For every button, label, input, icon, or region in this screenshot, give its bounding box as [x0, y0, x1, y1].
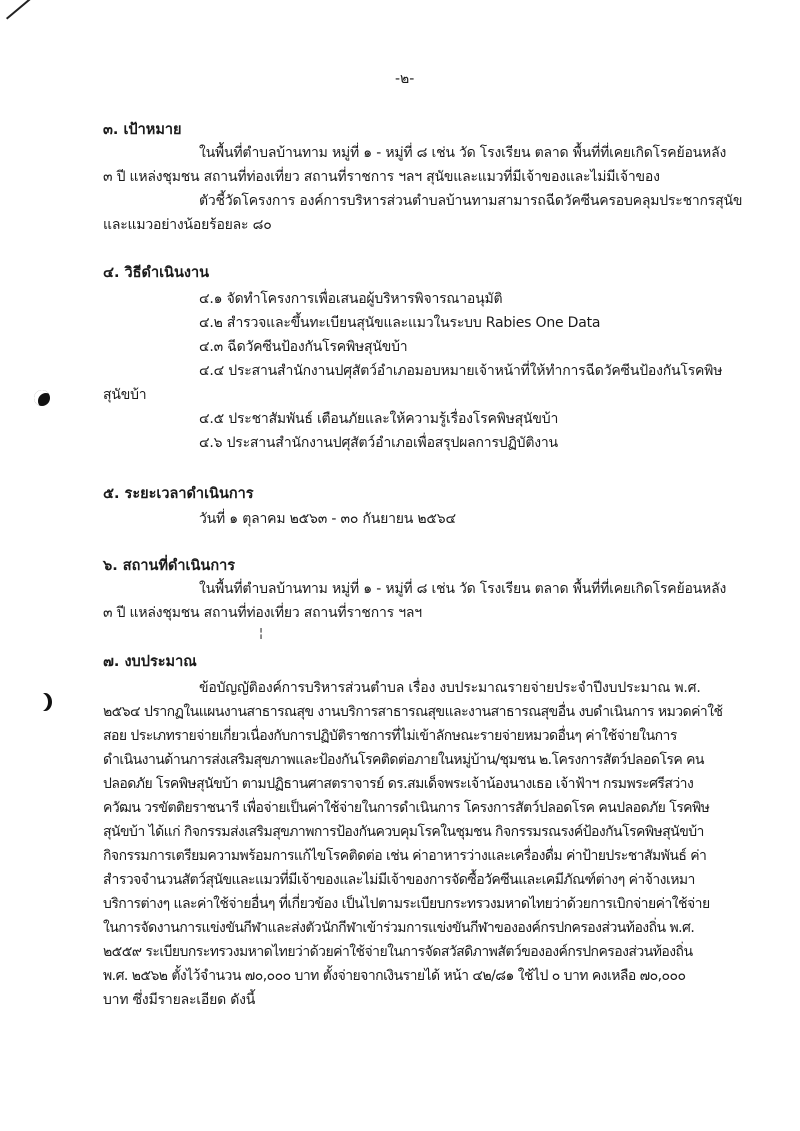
list-item: ๔.๖ ประสานสำนักงานปศุสัตว์อำเภอเพื่อสรุปผลการปฏิบัติงาน [199, 435, 558, 451]
section-heading-goal: ๓. เป้าหมาย [103, 122, 182, 138]
paragraph-line: สอย ประเภทรายจ่ายเกี่ยวเนื่องกับการปฏิบัติราชการที่ไม่เข้าลักษณะรายจ่ายหมวดอื่นๆ ค่าใช้จ่ายในการ [103, 728, 677, 744]
section-heading-location: ๖. สถานที่ดำเนินการ [103, 558, 236, 574]
paragraph-line: ปลอดภัย โรคพิษสุนัขบ้า ตามปฏิธานศาสตราจารย์ ดร.สมเด็จพระเจ้าน้องนางเธอ เจ้าฟ้าฯ กรมพระศรีสว่าง [103, 776, 694, 792]
paragraph-line: ในการจัดงานการแข่งขันกีฬาและส่งตัวนักกีฬาเข้าร่วมการแข่งขันกีฬาขององค์กรปกครองส่วนท้องถิ่น พ.ศ. [103, 920, 695, 936]
paragraph-line: ๓ ปี แหล่งชุมชน สถานที่ท่องเที่ยว สถานที่ราชการ ฯลฯ สุนัขและแมวที่มีเจ้าของและไม่มีเจ้าของ [103, 169, 660, 185]
paragraph-line: ในพื้นที่ตำบลบ้านทาม หมู่ที่ ๑ - หมู่ที่ ๘ เช่น วัด โรงเรียน ตลาด พื้นที่ที่เคยเกิดโรคย้อนหลัง [199, 145, 727, 161]
scan-artifact-line [6, 0, 99, 20]
paragraph-line: สุนัขบ้า ได้แก่ กิจกรรมส่งเสริมสุขภาพการป้องกันควบคุมโรคในชุมชน กิจกรรมรณรงค์ป้องกันโรคพิษสุนัขบ้า [103, 824, 704, 840]
paragraph-line: ๒๕๖๔ ปรากฏในแผนงานสาธารณสุข งานบริการสาธารณสุขและงานสาธารณสุขอื่น งบดำเนินการ หมวดค่าใช้ [103, 704, 723, 720]
paragraph-line: วันที่ ๑ ตุลาคม ๒๕๖๓ - ๓๐ กันยายน ๒๕๖๔ [199, 511, 456, 527]
paragraph-line: กิจกรรมการเตรียมความพร้อมการแก้ไขโรคติดต่อ เช่น ค่าอาหารว่างและเครื่องดื่ม ค่าป้ายประชาสัมพันธ์ ค่า [103, 848, 707, 864]
paragraph-line: ในพื้นที่ตำบลบ้านทาม หมู่ที่ ๑ - หมู่ที่ ๘ เช่น วัด โรงเรียน ตลาด พื้นที่ที่เคยเกิดโรคย้อนหลัง [199, 581, 727, 597]
paragraph-line: และแมวอย่างน้อยร้อยละ ๘๐ [103, 217, 272, 233]
list-item-continuation: สุนัขบ้า [103, 387, 147, 403]
section-heading-duration: ๕. ระยะเวลาดำเนินการ [103, 486, 254, 502]
paragraph-line: ตัวชี้วัดโครงการ องค์การบริหารส่วนตำบลบ้านทามสามารถฉีดวัคซีนครอบคลุมประชากรสุนัข [199, 193, 743, 209]
paragraph-line: สำรวจจำนวนสัตว์สุนัขและแมวที่มีเจ้าของและไม่มีเจ้าของการจัดซื้อวัคซีนและเคมีภัณฑ์ต่างๆ ค่าจ้างเหมา [103, 872, 695, 888]
paragraph-line: บาท ซึ่งมีรายละเอียด ดังนี้ [103, 992, 256, 1008]
paragraph-line: พ.ศ. ๒๕๖๒ ตั้งไว้จำนวน ๗๐,๐๐๐ บาท ตั้งจ่ายจากเงินรายได้ หน้า ๔๒/๘๑ ใช้ไป ๐ บาท คงเหลือ ๗๐,๐๐๐ [103, 968, 686, 984]
paragraph-line: ควัฒน วรขัตติยราชนารี เพื่อจ่ายเป็นค่าใช้จ่ายในการดำเนินการ โครงการสัตว์ปลอดโรค คนปลอดภัย โรคพิษ [103, 800, 710, 816]
scan-artifact-mark: ¦ [259, 626, 264, 640]
list-item: ๔.๔ ประสานสำนักงานปศุสัตว์อำเภอมอบหมายเจ้าหน้าที่ให้ทำการฉีดวัคซีนป้องกันโรคพิษ [199, 363, 723, 379]
list-item: ๔.๑ จัดทำโครงการเพื่อเสนอผู้บริหารพิจารณาอนุมัติ [199, 291, 503, 307]
binder-hole-icon [34, 390, 50, 406]
binder-hole-icon [34, 693, 48, 711]
paragraph-line: ดำเนินงานด้านการส่งเสริมสุขภาพและป้องกันโรคติดต่อภายในหมู่บ้าน/ชุมชน ๒.โครงการสัตว์ปลอดโรค คน [103, 752, 704, 768]
page-number: -๒- [395, 71, 415, 87]
list-item: ๔.๓ ฉีดวัคซีนป้องกันโรคพิษสุนัขบ้า [199, 339, 408, 355]
paragraph-line: ๒๕๕๙ ระเบียบกระทรวงมหาดไทยว่าด้วยค่าใช้จ่ายในการจัดสวัสดิภาพสัตว์ขององค์กรปกครองส่วนท้องถิ่น [103, 944, 693, 960]
section-heading-budget: ๗. งบประมาณ [103, 654, 197, 670]
paragraph-line: บริการต่างๆ และค่าใช้จ่ายอื่นๆ ที่เกี่ยวข้อง เป็นไปตามระเบียบกระทรวงมหาดไทยว่าด้วยการเบิกจ่ายค่าใช้จ่าย [103, 896, 710, 912]
list-item: ๔.๕ ประชาสัมพันธ์ เตือนภัยและให้ความรู้เรื่องโรคพิษสุนัขบ้า [199, 411, 559, 427]
paragraph-line: ๓ ปี แหล่งชุมชน สถานที่ท่องเที่ยว สถานที่ราชการ ฯลฯ [103, 605, 422, 621]
paragraph-line: ข้อบัญญัติองค์การบริหารส่วนตำบล เรื่อง งบประมาณรายจ่ายประจำปีงบประมาณ พ.ศ. [199, 680, 701, 696]
section-heading-method: ๔. วิธีดำเนินงาน [103, 265, 209, 281]
list-item: ๔.๒ สำรวจและขึ้นทะเบียนสุนัขและแมวในระบบ Rabies One Data [199, 315, 601, 331]
